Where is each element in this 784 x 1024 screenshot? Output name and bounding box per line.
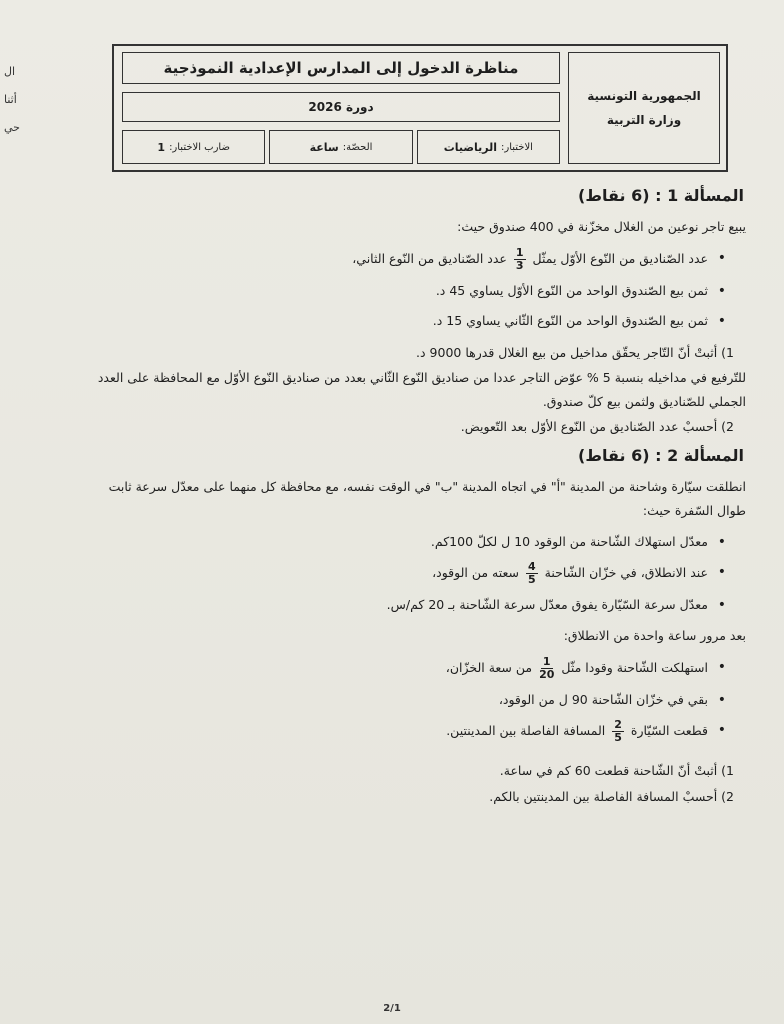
condition-text: عدد الصّناديق من النّوع الثاني،	[352, 251, 507, 266]
condition-text: عدد الصّناديق من النّوع الأوّل يمثّل	[532, 251, 708, 266]
problem-2-intro: انطلقت سيّارة وشاحنة من المدينة "أ" في اتجاه المدينة "ب" في الوقت نفسه، مع محافظة كل منهما على معدّل سرعة ثابت طوال السّفرة حيث:	[108, 479, 746, 518]
observation-item	[96, 719, 726, 744]
fraction-denominator: 5	[528, 573, 536, 586]
duration-label: الحصّة:	[342, 141, 373, 153]
condition-item: • ثمن بيع الصّندوق الواحد من النّوع الأوّل يساوي 45 د.	[96, 280, 726, 302]
fraction-numerator: 1	[515, 246, 524, 259]
observation-text: استهلكت الشّاحنة وقودا مثّل	[561, 660, 708, 675]
observation-item: • بقي في خزّان الشّاحنة 90 ل من الوقود،	[96, 689, 726, 711]
exam-session: دورة 2026	[122, 92, 560, 122]
exam-info-row	[122, 130, 560, 164]
problem-1-question-1: 1) أثبتْ أنّ التّاجر يحقّق مداخيل من بيع الغلال قدرها 9000 د.	[416, 345, 734, 360]
condition-text: عند الانطلاق، في خزّان الشّاحنة	[544, 565, 708, 580]
exam-content	[96, 180, 756, 810]
coefficient-label: ضارب الاختبار:	[169, 141, 230, 153]
margin-fragment: ال	[4, 65, 16, 78]
problem-2-after-hour: بعد مرور ساعة واحدة من الانطلاق:	[563, 628, 746, 643]
fraction-denominator: 20	[539, 668, 555, 681]
ministry-box	[568, 52, 720, 164]
exam-title: مناظرة الدخول إلى المدارس الإعدادية النموذجية	[122, 52, 560, 84]
problem-2-title: المسألة 2 : (6 نقاط)	[578, 446, 744, 465]
fraction	[612, 719, 624, 744]
condition-item: • معدّل سرعة السّيّارة يفوق معدّل سرعة الشّاحنة بـ 20 كم/س.	[96, 594, 726, 616]
condition-item	[96, 561, 726, 586]
margin-fragment: أثنا	[4, 93, 17, 106]
problem-2-observations	[96, 656, 756, 744]
fraction-numerator: 2	[614, 718, 622, 731]
problem-2-question-1: 1) أثبتْ أنّ الشّاحنة قطعت 60 كم في ساعة.	[499, 763, 734, 778]
condition-text: سعته من الوقود،	[432, 565, 520, 580]
duration-cell	[269, 130, 412, 164]
problem-1-question-2: 2) أحسبْ عدد الصّناديق من النّوع الأوّل بعد التّعويض.	[460, 419, 734, 434]
fraction	[526, 561, 538, 586]
problem-1-intro: يبيع تاجر نوعين من الغلال مخزّنة في 400 صندوق حيث:	[457, 219, 746, 234]
subject-label: الاختبار:	[501, 141, 533, 153]
subject-value: الرياضيات	[443, 140, 498, 154]
condition-item: • ثمن بيع الصّندوق الواحد من النّوع الثّاني يساوي 15 د.	[96, 310, 726, 332]
fraction-numerator: 4	[528, 560, 536, 573]
problem-1-title: المسألة 1 : (6 نقاط)	[578, 186, 744, 205]
observation-text: قطعت السّيّارة	[630, 723, 708, 738]
fraction-numerator: 1	[542, 655, 551, 668]
observation-text: المسافة الفاصلة بين المدينتين.	[446, 723, 606, 738]
problem-1-statement: للتّرفيع في مداخيله بنسبة 5 % عوّض التاجر عددا من صناديق النّوع الثّاني بعدد من صناديق النّوع الأوّل مع المحافظة على العدد الجملي للصّناديق ولثمن بيع كلّ صندوق.	[97, 370, 746, 409]
observation-text: من سعة الخزّان،	[445, 660, 533, 675]
problem-2-conditions	[96, 531, 756, 616]
fraction-denominator: 3	[515, 259, 524, 272]
page-number: 2/1	[383, 1003, 401, 1014]
subject-cell	[417, 130, 560, 164]
condition-item: • معدّل استهلاك الشّاحنة من الوقود 10 ل لكلّ 100كم.	[96, 531, 726, 553]
problem-2-question-2: 2) أحسبْ المسافة الفاصلة بين المدينتين بالكم.	[489, 789, 734, 804]
fraction	[539, 656, 554, 681]
problem-1-conditions	[96, 247, 756, 332]
fraction-denominator: 5	[614, 731, 622, 744]
margin-fragment: حي	[4, 121, 20, 134]
country-name: الجمهورية التونسية	[587, 89, 701, 103]
fraction	[514, 247, 526, 272]
coefficient-value: 1	[157, 140, 166, 154]
cropped-margin-text	[4, 58, 24, 142]
exam-header	[112, 44, 728, 172]
coefficient-cell	[122, 130, 265, 164]
condition-item	[96, 247, 726, 272]
observation-item	[96, 656, 726, 681]
ministry-name: وزارة التربية	[606, 113, 682, 127]
duration-value: ساعة	[309, 140, 339, 154]
